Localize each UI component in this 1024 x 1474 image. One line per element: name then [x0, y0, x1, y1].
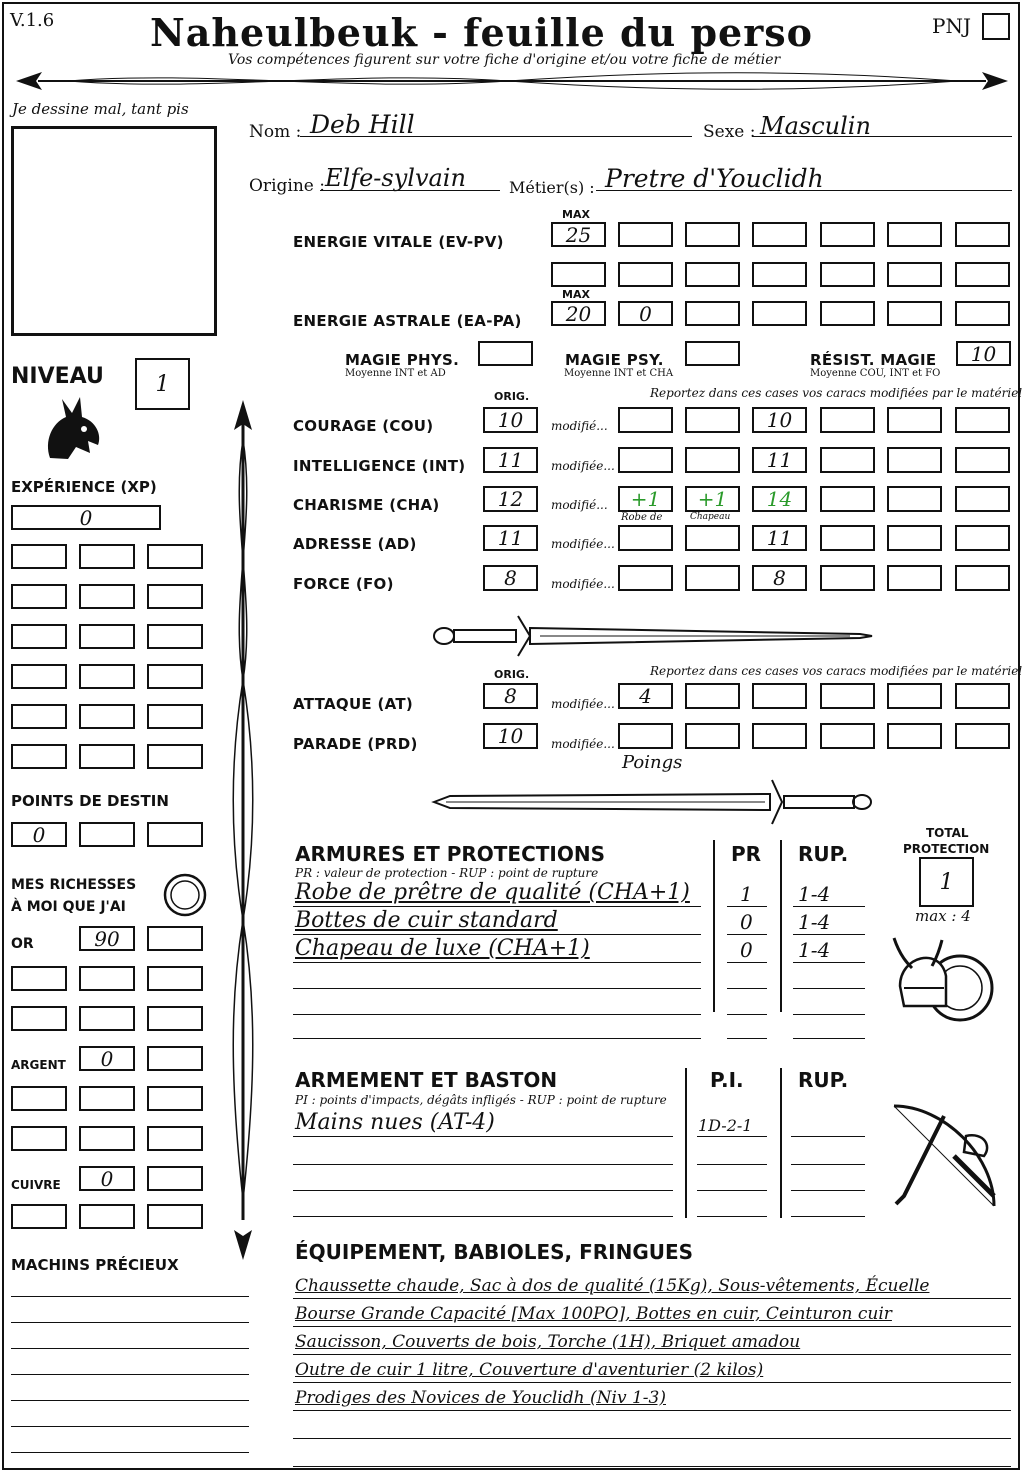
stat-mod-box[interactable]	[618, 525, 673, 551]
magie-phys-note: Moyenne INT et AD	[345, 368, 446, 379]
armor-line	[293, 934, 701, 935]
ea-label: ENERGIE ASTRALE (EA-PA)	[293, 312, 522, 330]
stat-mod-box[interactable]	[618, 565, 673, 591]
sexe-label: Sexe :	[703, 122, 756, 142]
money-cell[interactable]: 90	[79, 926, 135, 951]
magie-psy-label: MAGIE PSY.	[565, 351, 664, 369]
total-protection-max: max : 4	[915, 907, 971, 925]
stat-mod-box[interactable]	[887, 447, 942, 473]
attaque-mod-box[interactable]	[685, 683, 740, 709]
money-cell[interactable]	[147, 926, 203, 951]
armor-item-rup[interactable]: 1-4	[798, 910, 831, 934]
stat-mod-label: modifiée...	[551, 577, 615, 591]
stat-mod-box[interactable]	[685, 525, 740, 551]
coin-icon	[162, 872, 208, 918]
armor-rup-line	[793, 962, 865, 963]
attaque-orig-box[interactable]: 8	[483, 683, 538, 709]
xp-cell[interactable]	[11, 744, 67, 769]
stat-orig-box[interactable]: 10	[483, 407, 538, 433]
weapon-item-name[interactable]: Mains nues (AT-4)	[295, 1110, 495, 1135]
parade-mod-box[interactable]	[618, 723, 673, 749]
ea-max-label: MAX	[562, 288, 590, 301]
parade-mod-box[interactable]	[887, 723, 942, 749]
machins-line[interactable]	[11, 1322, 249, 1323]
armor-pr-line	[727, 906, 767, 907]
dragon-icon	[40, 393, 106, 463]
origine-label: Origine :	[249, 176, 325, 196]
xp-cell[interactable]	[11, 624, 67, 649]
armor-item-name[interactable]: Bottes de cuir standard	[295, 908, 558, 933]
ev-box[interactable]	[618, 262, 673, 287]
money-cell[interactable]	[147, 966, 203, 991]
parade-mod-box[interactable]	[955, 723, 1010, 749]
destin-box[interactable]	[79, 822, 135, 847]
machins-line[interactable]	[11, 1296, 249, 1297]
equipment-item[interactable]: Prodiges des Novices de Youclidh (Niv 1-3)	[295, 1388, 666, 1408]
equipment-line	[293, 1354, 1011, 1355]
armor-rup-line	[793, 906, 865, 907]
money-cell[interactable]	[79, 1204, 135, 1229]
machins-line[interactable]	[11, 1426, 249, 1427]
xp-cell[interactable]	[79, 704, 135, 729]
money-cell[interactable]	[147, 1166, 203, 1191]
destin-box[interactable]	[147, 822, 203, 847]
stat-label: INTELLIGENCE (INT)	[293, 457, 466, 475]
niveau-label: NIVEAU	[11, 364, 104, 389]
or-label: OR	[11, 936, 34, 952]
armor-title: ARMURES ET PROTECTIONS	[295, 842, 605, 866]
stats-orig-label: ORIG.	[494, 390, 530, 403]
xp-cell[interactable]	[147, 744, 203, 769]
stat-label: CHARISME (CHA)	[293, 496, 440, 514]
weapon-line	[293, 1136, 673, 1137]
ea-box[interactable]: 0	[618, 301, 673, 326]
machins-label: MACHINS PRÉCIEUX	[11, 1256, 179, 1274]
stat-mod-label: modifié...	[551, 419, 608, 433]
armor-pr-line	[727, 962, 767, 963]
armor-rup-line	[793, 1014, 865, 1015]
stat-mod-box[interactable]	[618, 407, 673, 433]
armor-col-divider-2	[780, 840, 782, 1012]
origine-line	[320, 190, 500, 191]
money-cell[interactable]	[11, 966, 67, 991]
stat-mod-box[interactable]	[955, 447, 1010, 473]
stat-mod-box[interactable]: 10	[752, 407, 807, 433]
portrait-box[interactable]	[11, 126, 217, 336]
stat-orig-box[interactable]: 11	[483, 525, 538, 551]
xp-cell[interactable]	[147, 544, 203, 569]
sheet-subtitle: Vos compétences figurent sur votre fiche d'origine et/ou votre fiche de métier	[228, 52, 781, 68]
equipment-item[interactable]: Bourse Grande Capacité [Max 100PO], Bottes en cuir, Ceinturon cuir	[295, 1304, 892, 1324]
stat-mod-label: modifié...	[551, 498, 608, 512]
attaque-mod-box[interactable]: 4	[618, 683, 673, 709]
stat-mod-box[interactable]	[820, 486, 875, 512]
ea-box[interactable]	[887, 301, 942, 326]
stat-mod-box[interactable]: 14	[752, 486, 807, 512]
origine-value[interactable]: Elfe-sylvain	[325, 164, 466, 192]
stat-label: FORCE (FO)	[293, 575, 394, 593]
sheet-title: Naheulbeuk - feuille du perso	[150, 10, 813, 55]
equipment-line	[293, 1382, 1011, 1383]
money-cell[interactable]	[147, 1046, 203, 1071]
money-cell[interactable]	[147, 1006, 203, 1031]
equipment-line	[293, 1466, 1011, 1467]
stat-mod-box[interactable]	[887, 486, 942, 512]
pnj-label: PNJ	[932, 14, 971, 38]
weapon-rup-line	[791, 1164, 865, 1165]
richesses-label-1: MES RICHESSES	[11, 877, 137, 893]
total-protection-label-1: TOTAL	[926, 826, 969, 840]
ev-box[interactable]	[752, 262, 807, 287]
helmet-shield-icon	[890, 926, 1000, 1036]
equipment-item[interactable]: Outre de cuir 1 litre, Couverture d'aventurier (2 kilos)	[295, 1360, 764, 1380]
armor-line	[293, 1038, 701, 1039]
money-cell[interactable]	[147, 1086, 203, 1111]
magie-psy-note: Moyenne INT et CHA	[564, 368, 674, 379]
stat-mod-box[interactable]: 11	[752, 525, 807, 551]
weapon-pi-line	[697, 1136, 767, 1137]
ev-label: ENERGIE VITALE (EV-PV)	[293, 233, 504, 251]
niveau-box[interactable]: 1	[135, 358, 190, 410]
stat-orig-box[interactable]: 11	[483, 447, 538, 473]
magie-phys-box[interactable]	[478, 341, 533, 366]
ev-box[interactable]: 25	[551, 222, 606, 247]
parade-label: PARADE (PRD)	[293, 735, 418, 753]
armor-line	[293, 1014, 701, 1015]
destin-label: POINTS DE DESTIN	[11, 792, 169, 810]
ev-box[interactable]	[955, 262, 1010, 287]
xp-cell[interactable]	[79, 624, 135, 649]
stat-mod-caption: Robe de	[621, 512, 663, 523]
richesses-label-2: À MOI QUE J'AI	[11, 899, 126, 915]
ea-box[interactable]: 20	[551, 301, 606, 326]
stat-mod-box[interactable]	[887, 525, 942, 551]
ev-box[interactable]	[551, 262, 606, 287]
stat-mod-box[interactable]	[820, 447, 875, 473]
attaque-mod-box[interactable]	[887, 683, 942, 709]
stat-mod-label: modifiée...	[551, 537, 615, 551]
armor-line	[293, 988, 701, 989]
money-cell[interactable]	[79, 966, 135, 991]
total-protection-label-2: PROTECTION	[903, 842, 990, 856]
ev-box[interactable]	[685, 222, 740, 247]
weapons-cluster-icon	[884, 1096, 1009, 1221]
weapon-item-pi[interactable]: 1D-2-1	[698, 1116, 753, 1135]
stat-mod-label: modifiée...	[551, 459, 615, 473]
money-cell[interactable]: 0	[79, 1166, 135, 1191]
xp-cell[interactable]	[79, 584, 135, 609]
weapon-pi-line	[697, 1164, 767, 1165]
attaque-mod-label: modifiée...	[551, 697, 615, 711]
weapon-rup-line	[791, 1190, 865, 1191]
armor-rup-label: RUP.	[798, 842, 849, 866]
stats-report-note: Reportez dans ces cases vos caracs modifiées par le matériel	[650, 386, 1023, 400]
xp-cell[interactable]	[147, 624, 203, 649]
attaque-mod-box[interactable]	[955, 683, 1010, 709]
weapon-line	[293, 1216, 673, 1217]
magie-psy-box[interactable]	[685, 341, 740, 366]
equipment-title: ÉQUIPEMENT, BABIOLES, FRINGUES	[295, 1240, 694, 1264]
xp-cell[interactable]	[79, 664, 135, 689]
destin-box[interactable]: 0	[11, 822, 67, 847]
ev-box[interactable]	[618, 222, 673, 247]
nom-line	[300, 136, 692, 137]
armor-item-name[interactable]: Chapeau de luxe (CHA+1)	[295, 936, 590, 961]
resist-magie-note: Moyenne COU, INT et FO	[810, 368, 941, 379]
pnj-checkbox[interactable]	[982, 13, 1010, 40]
armor-pr-line	[727, 1038, 767, 1039]
money-cell[interactable]	[11, 1006, 67, 1031]
armor-pr-label: PR	[731, 842, 762, 866]
stat-mod-box[interactable]	[685, 565, 740, 591]
stat-mod-box[interactable]	[955, 565, 1010, 591]
spear-divider-icon	[8, 68, 1016, 94]
armor-rup-line	[793, 988, 865, 989]
ev-box[interactable]	[887, 222, 942, 247]
armor-item-rup[interactable]: 1-4	[798, 938, 831, 962]
metier-line	[596, 190, 1012, 191]
parade-mod-box[interactable]	[752, 723, 807, 749]
xp-cell[interactable]	[11, 584, 67, 609]
equipment-item[interactable]: Saucisson, Couverts de bois, Torche (1H), Briquet amadou	[295, 1332, 801, 1352]
machins-line[interactable]	[11, 1452, 249, 1453]
magie-phys-label: MAGIE PHYS.	[345, 351, 460, 369]
armor-pr-line	[727, 1014, 767, 1015]
armor-item-pr[interactable]: 0	[740, 910, 753, 934]
xp-cell[interactable]	[147, 664, 203, 689]
money-cell[interactable]	[79, 1126, 135, 1151]
ea-box[interactable]	[955, 301, 1010, 326]
ev-box[interactable]	[887, 262, 942, 287]
sexe-line	[752, 136, 1012, 137]
xp-cell[interactable]	[79, 544, 135, 569]
weapons-rup-label: RUP.	[798, 1068, 849, 1092]
ev-box[interactable]	[685, 262, 740, 287]
money-cell[interactable]	[79, 1086, 135, 1111]
money-cell[interactable]	[147, 1204, 203, 1229]
sword-icon-2	[430, 776, 875, 828]
stat-orig-box[interactable]: 8	[483, 565, 538, 591]
armor-rup-line	[793, 1038, 865, 1039]
armor-pr-line	[727, 934, 767, 935]
ea-box[interactable]	[685, 301, 740, 326]
xp-cell[interactable]	[11, 704, 67, 729]
equipment-line	[293, 1326, 1011, 1327]
stat-label: COURAGE (COU)	[293, 417, 434, 435]
equipment-line	[293, 1410, 1011, 1411]
nom-label: Nom :	[249, 122, 302, 142]
combat-note: Poings	[622, 752, 683, 773]
weapons-col-divider-2	[780, 1068, 782, 1218]
metier-label: Métier(s) :	[509, 178, 595, 197]
weapon-rup-line	[791, 1136, 865, 1137]
parade-mod-box[interactable]	[820, 723, 875, 749]
money-cell[interactable]	[11, 1204, 67, 1229]
armor-note: PR : valeur de protection - RUP : point de rupture	[295, 866, 599, 880]
version-label: V.1.6	[10, 10, 55, 31]
parade-orig-box[interactable]: 10	[483, 723, 538, 749]
weapon-pi-line	[697, 1190, 767, 1191]
machins-line[interactable]	[11, 1400, 249, 1401]
stat-label: ADRESSE (AD)	[293, 535, 417, 553]
weapons-col-divider-1	[685, 1068, 687, 1218]
stat-mod-box[interactable]	[955, 525, 1010, 551]
attaque-label: ATTAQUE (AT)	[293, 695, 414, 713]
stat-mod-box[interactable]: +1	[685, 486, 740, 512]
ea-box[interactable]	[752, 301, 807, 326]
stat-mod-box[interactable]	[820, 525, 875, 551]
combat-orig-label: ORIG.	[494, 668, 530, 681]
xp-cell[interactable]	[79, 744, 135, 769]
cuivre-label: CUIVRE	[11, 1178, 61, 1192]
money-cell[interactable]	[147, 1126, 203, 1151]
money-cell[interactable]	[79, 1006, 135, 1031]
armor-item-rup[interactable]: 1-4	[798, 882, 831, 906]
money-cell[interactable]: 0	[79, 1046, 135, 1071]
stat-mod-box[interactable]	[887, 407, 942, 433]
stat-mod-box[interactable]	[685, 407, 740, 433]
stat-mod-caption: Chapeau	[690, 512, 731, 522]
argent-label: ARGENT	[11, 1058, 66, 1072]
armor-col-divider-1	[713, 840, 715, 1012]
armor-line	[293, 906, 701, 907]
armor-item-pr[interactable]: 0	[740, 938, 753, 962]
total-protection-box[interactable]: 1	[919, 857, 974, 907]
sexe-value[interactable]: Masculin	[760, 112, 871, 140]
weapon-rup-line	[791, 1216, 865, 1217]
armor-item-name[interactable]: Robe de prêtre de qualité (CHA+1)	[295, 880, 690, 905]
ev-box[interactable]	[955, 222, 1010, 247]
weapon-line	[293, 1190, 673, 1191]
stat-mod-box[interactable]	[820, 407, 875, 433]
machins-line[interactable]	[11, 1348, 249, 1349]
stat-orig-box[interactable]: 12	[483, 486, 538, 512]
ev-box[interactable]	[820, 222, 875, 247]
sword-icon	[430, 612, 875, 658]
equipment-line	[293, 1438, 1011, 1439]
equipment-line	[293, 1298, 1011, 1299]
resist-magie-label: RÉSIST. MAGIE	[810, 351, 937, 369]
xp-box[interactable]: 0	[11, 505, 161, 530]
stat-mod-box[interactable]	[820, 565, 875, 591]
stat-mod-box[interactable]	[618, 447, 673, 473]
stat-mod-box[interactable]	[685, 447, 740, 473]
stat-mod-box[interactable]	[955, 486, 1010, 512]
nom-value[interactable]: Deb Hill	[310, 110, 415, 139]
ev-max-label: MAX	[562, 208, 590, 221]
resist-magie-box[interactable]: 10	[956, 341, 1011, 366]
attaque-mod-box[interactable]	[820, 683, 875, 709]
weapon-pi-line	[697, 1216, 767, 1217]
stat-mod-box[interactable]	[955, 407, 1010, 433]
machins-line[interactable]	[11, 1374, 249, 1375]
xp-label: EXPÉRIENCE (XP)	[11, 478, 157, 496]
stat-mod-box[interactable]: 11	[752, 447, 807, 473]
armor-line	[293, 962, 701, 963]
money-cell[interactable]	[11, 1086, 67, 1111]
ev-box[interactable]	[820, 262, 875, 287]
xp-cell[interactable]	[147, 704, 203, 729]
weapons-title: ARMEMENT ET BASTON	[295, 1068, 558, 1092]
parade-mod-label: modifiée...	[551, 737, 615, 751]
ea-box[interactable]	[820, 301, 875, 326]
vertical-spear-icon	[228, 400, 258, 1260]
equipment-item[interactable]: Chaussette chaude, Sac à dos de qualité (15Kg), Sous-vêtements, Écuelle	[295, 1276, 930, 1296]
stat-mod-box[interactable]: +1	[618, 486, 673, 512]
xp-cell[interactable]	[147, 584, 203, 609]
attaque-mod-box[interactable]	[752, 683, 807, 709]
weapons-pi-label: P.I.	[710, 1068, 744, 1092]
weapons-note: PI : points d'impacts, dégâts infligés - RUP : point de rupture	[295, 1093, 667, 1107]
weapon-line	[293, 1164, 673, 1165]
xp-cell[interactable]	[11, 664, 67, 689]
money-cell[interactable]	[11, 1126, 67, 1151]
portrait-caption: Je dessine mal, tant pis	[12, 100, 189, 118]
xp-cell[interactable]	[11, 544, 67, 569]
stat-mod-box[interactable]	[887, 565, 942, 591]
armor-rup-line	[793, 934, 865, 935]
combat-report-note: Reportez dans ces cases vos caracs modifiées par le matériel	[650, 664, 1023, 678]
parade-mod-box[interactable]	[685, 723, 740, 749]
metier-value[interactable]: Pretre d'Youclidh	[605, 164, 824, 193]
stat-mod-box[interactable]: 8	[752, 565, 807, 591]
armor-pr-line	[727, 988, 767, 989]
ev-box[interactable]	[752, 222, 807, 247]
armor-item-pr[interactable]: 1	[740, 882, 753, 906]
